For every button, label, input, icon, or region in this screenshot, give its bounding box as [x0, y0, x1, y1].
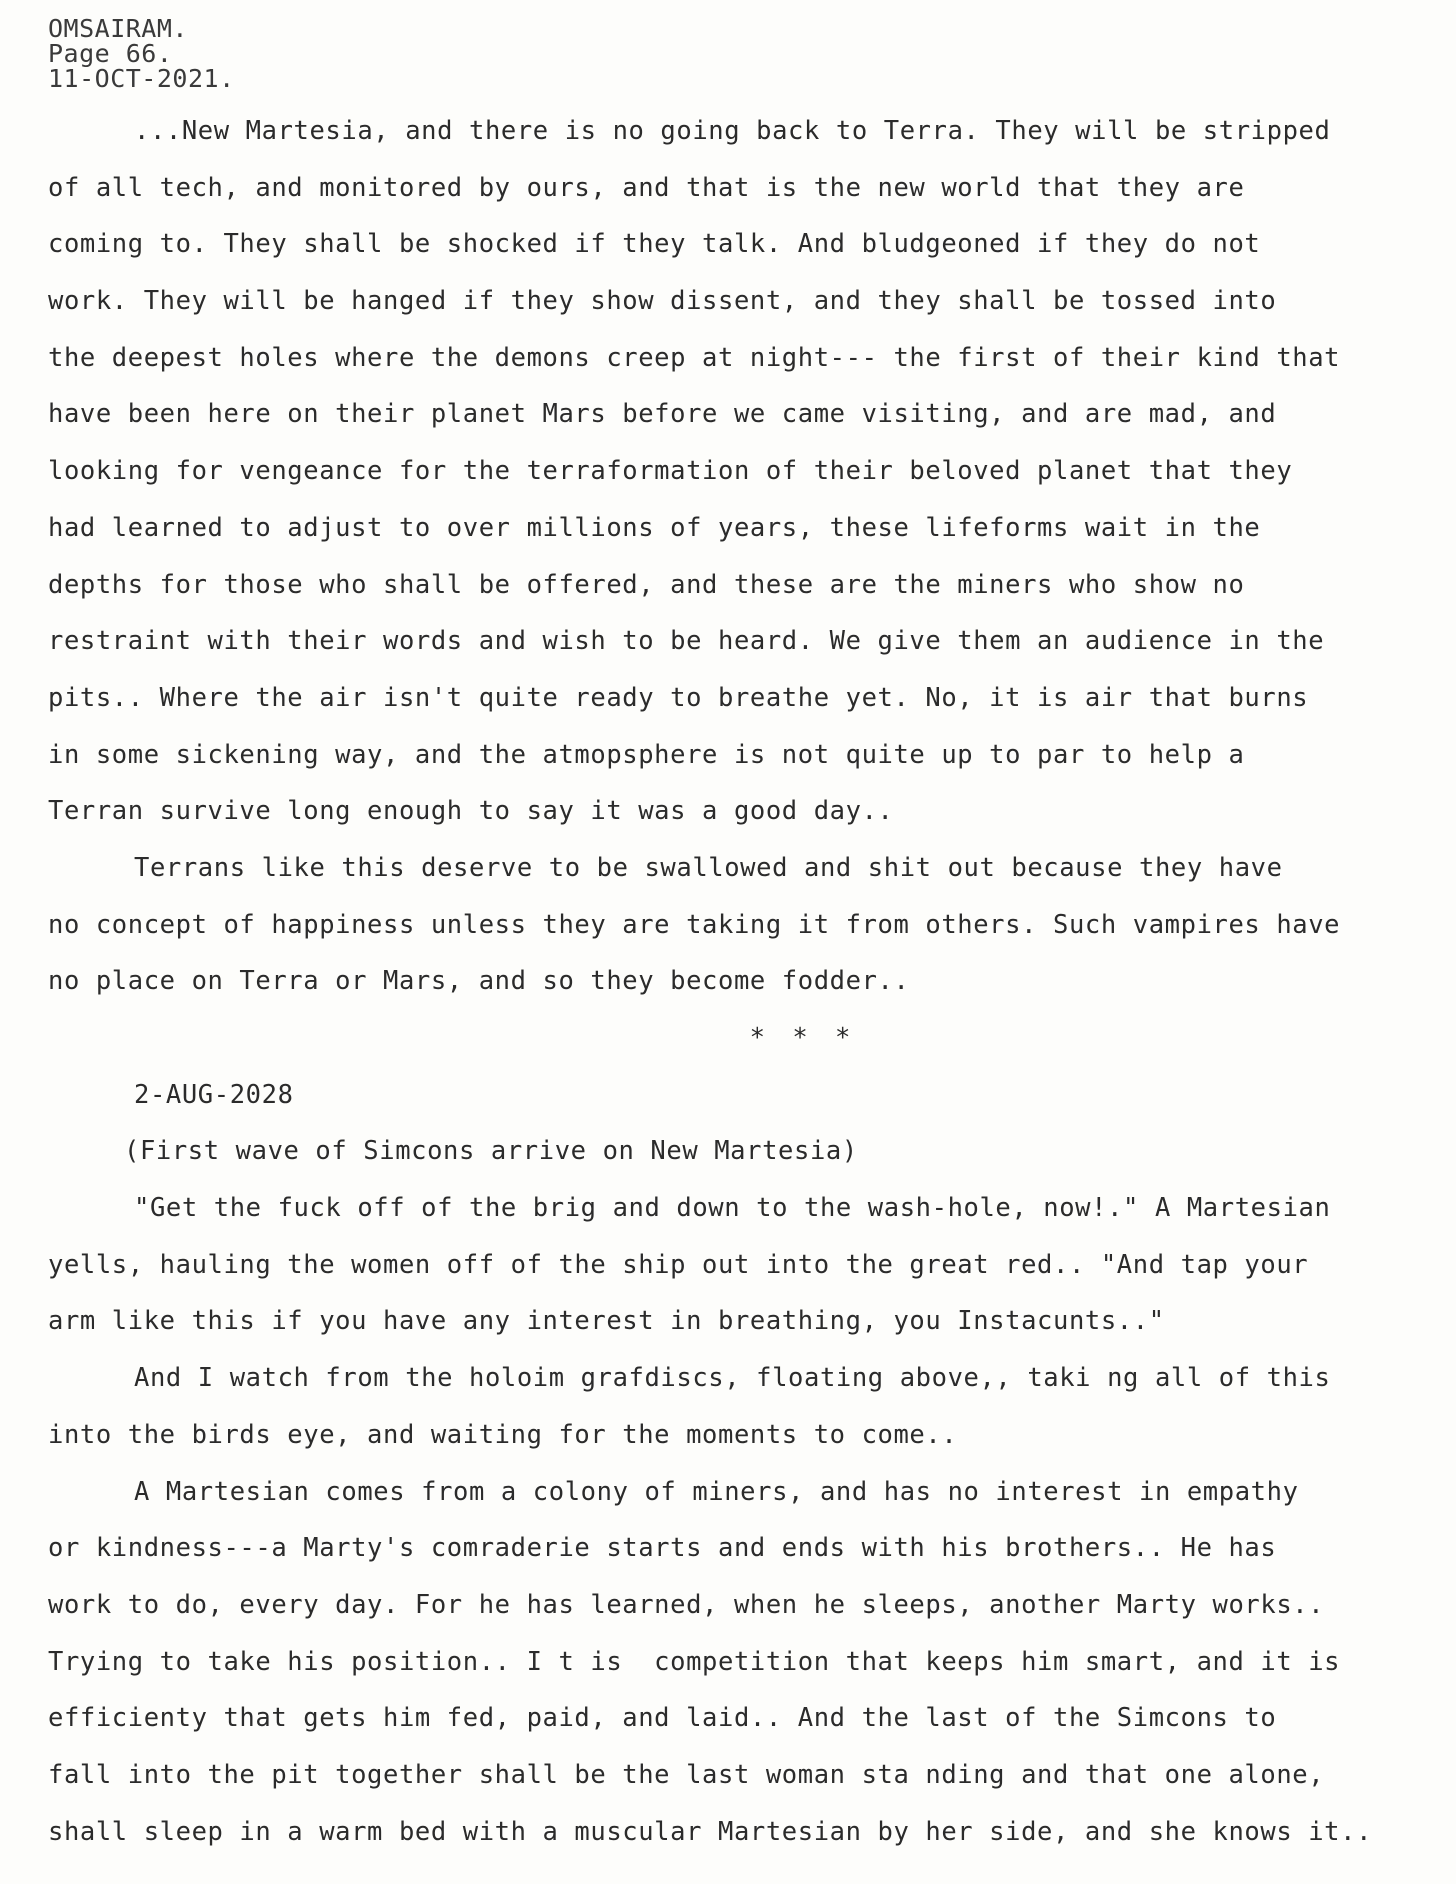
text-line: shall sleep in a warm bed with a muscular Martesian by her side, and she knows it.. — [48, 1816, 1373, 1847]
text-line: into the birds eye, and waiting for the moments to come.. — [48, 1419, 958, 1450]
body-text — [48, 117, 1438, 1874]
text-line: of all tech, and monitored by ours, and that is the new world that they are — [48, 172, 1245, 203]
header-title: OMSAIRAM. — [48, 14, 188, 43]
text-line: arm like this if you have any interest in breathing, you Instacunts.." — [48, 1306, 1165, 1337]
section-separator: * * * — [749, 1023, 857, 1053]
text-line: work. They will be hanged if they show dissent, and they shall be tossed into — [48, 286, 1277, 317]
text-line: yells, hauling the women off of the ship out into the great red.. "And tap your — [48, 1249, 1309, 1280]
text-line: coming to. They shall be shocked if they talk. And bludgeoned if they do not — [48, 229, 1261, 260]
text-line: looking for vengeance for the terraformation of their beloved planet that they — [48, 456, 1293, 487]
text-line: Trying to take his position.. I t is competition that keeps him smart, and it is — [48, 1646, 1341, 1677]
text-line: depths for those who shall be offered, and these are the miners who show no — [48, 569, 1245, 600]
header-page-number: Page 66. — [48, 39, 173, 68]
text-line: A Martesian comes from a colony of miners, and has no interest in empathy — [134, 1476, 1299, 1507]
text-line: Terran survive long enough to say it was a good day.. — [48, 796, 894, 827]
text-line: fall into the pit together shall be the last woman sta nding and that one alone, — [48, 1759, 1325, 1790]
text-line: have been here on their planet Mars before we came visiting, and are mad, and — [48, 399, 1277, 430]
text-line: 2-AUG-2028 — [134, 1079, 294, 1110]
text-line: efficienty that gets him fed, paid, and laid.. And the last of the Simcons to — [48, 1703, 1277, 1734]
text-line: And I watch from the holoim grafdiscs, floating above,, taki ng all of this — [134, 1363, 1331, 1394]
text-line: restraint with their words and wish to be heard. We give them an audience in the — [48, 626, 1325, 657]
header-date: 11-OCT-2021. — [48, 64, 235, 93]
text-line: the deepest holes where the demons creep at night--- the first of their kind that — [48, 342, 1341, 373]
text-line: "Get the fuck off of the brig and down to the wash-hole, now!." A Martesian — [134, 1193, 1331, 1224]
text-line: had learned to adjust to over millions of years, these lifeforms wait in the — [48, 512, 1261, 543]
text-line: Terrans like this deserve to be swallowed and shit out because they have — [134, 852, 1283, 883]
text-line: in some sickening way, and the atmopsphere is not quite up to par to help a — [48, 739, 1245, 770]
page-header — [48, 16, 235, 91]
text-line: work to do, every day. For he has learned, when he sleeps, another Marty works.. — [48, 1589, 1325, 1620]
text-line: ...New Martesia, and there is no going back to Terra. They will be stripped — [134, 116, 1331, 146]
text-line: (First wave of Simcons arrive on New Martesia) — [124, 1136, 858, 1167]
text-line: no concept of happiness unless they are taking it from others. Such vampires have — [48, 909, 1341, 940]
text-line: no place on Terra or Mars, and so they become fodder.. — [48, 966, 910, 997]
text-line: pits.. Where the air isn't quite ready to breathe yet. No, it is air that burns — [48, 682, 1309, 713]
text-line: or kindness---a Marty's comraderie starts and ends with his brothers.. He has — [48, 1533, 1277, 1564]
